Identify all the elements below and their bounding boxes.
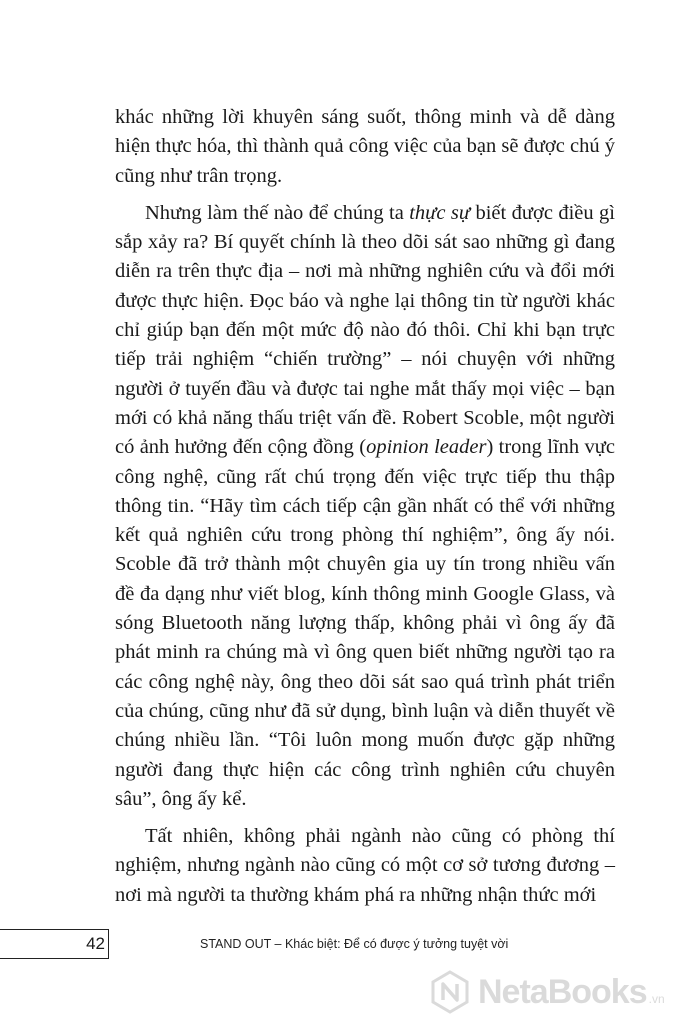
text-run: ) trong lĩnh vực công nghệ, cũng rất chú trọng đến việc trực tiếp thu thập thông tin. “Hãy tìm cách tiếp cận gần nhất có thể với những kết quả nghiên cứu trong phòng thí nghiệm”, ông ấy nói. Scoble đã trở thành một chuyên gia uy tín trong nhiều vấn đề đa dạng như viết blog, kính thông minh Google Glass, và sóng Bluetooth năng lượng thấp, không phải vì ông ấy đã phát minh ra chúng mà vì ông quen biết những người tạo ra các công nghệ này, ông theo dõi sát sao quá trình phát triển của chúng, cũng như đã sử dụng, bình luận và diễn thuyết về chúng nhiều lần. “Tôi luôn mong muốn được gặp những người đang thực hiện các công trình nghiên cứu chuyên sâu”, ông ấy kể. (115, 436, 615, 810)
text-run: biết được điều gì sắp xảy ra? Bí quyết chính là theo dõi sát sao những gì đang diễn ra trên thực địa – nơi mà những nghiên cứu và đổi mới được thực hiện. Đọc báo và nghe lại thông tin từ người khác chỉ giúp bạn đến một mức độ nào đó thôi. Chỉ khi bạn trực tiếp trải nghiệm “chiến trường” – nói chuyện với những người ở tuyến đầu và được tai nghe mắt thấy mọi việc – bạn mới có khả năng thấu triệt vấn đề. Robert Scoble, một người có ảnh hưởng đến cộng đồng ( (115, 201, 616, 459)
paragraph (115, 822, 615, 910)
text-run: khác những lời khuyên sáng suốt, thông minh và dễ dàng hiện thực hóa, thì thành quả công việc của bạn sẽ được chú ý cũng như trân trọng. (115, 106, 615, 187)
text-run: Tất nhiên, không phải ngành nào cũng có phòng thí nghiệm, nhưng ngành nào cũng có một cơ sở tương đương – nơi mà người ta thường khám phá ra những nhận thức mới (115, 825, 615, 906)
paragraph (115, 199, 615, 814)
watermark-text: NetaBooks (478, 972, 647, 1011)
watermark (428, 970, 665, 1014)
netabooks-logo-icon (428, 970, 472, 1014)
watermark-suffix: .vn (648, 992, 665, 1006)
italic-text: thực sự (409, 201, 471, 224)
text-run: Nhưng làm thế nào để chúng ta (145, 201, 410, 224)
italic-text: opinion leader (366, 436, 487, 459)
body-text (115, 103, 615, 910)
page-number: 42 (86, 934, 105, 953)
paragraph (115, 103, 615, 191)
running-title: STAND OUT – Khác biệt: Để có được ý tưởng tuyệt vời (200, 937, 509, 951)
